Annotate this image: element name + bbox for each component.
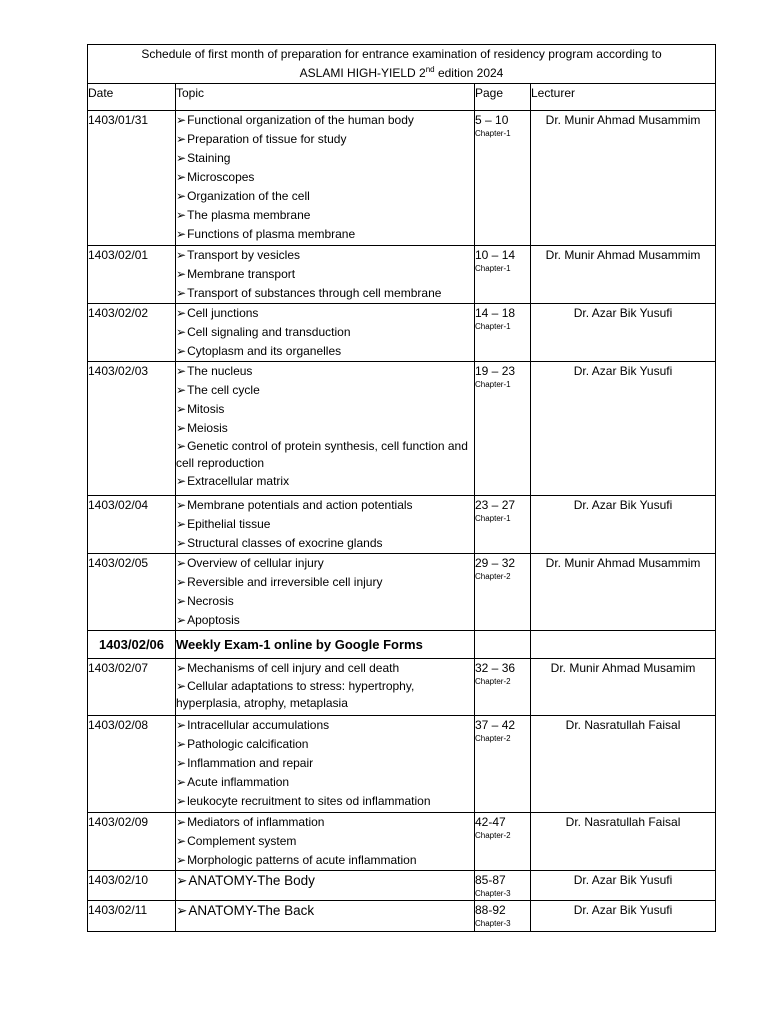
topic-text: Apoptosis (187, 613, 240, 627)
header-date: Date (88, 84, 176, 111)
topic-item (176, 716, 474, 735)
topic-item (176, 659, 474, 678)
arrow-bullet-icon: ➢ (176, 189, 187, 203)
row-date: 1403/02/06 (88, 631, 176, 659)
row-pages (475, 304, 531, 362)
row-lecturer: Dr. Munir Ahmad Musammim (531, 554, 716, 631)
row-topics (176, 901, 475, 932)
title-line-1: Schedule of first month of preparation for entrance examination of residency program according to (141, 47, 662, 61)
topic-item (176, 735, 474, 754)
topic-text: Cell junctions (187, 306, 259, 320)
arrow-bullet-icon: ➢ (176, 853, 187, 867)
topic-item (176, 871, 474, 890)
row-date: 1403/02/09 (88, 813, 176, 871)
arrow-bullet-icon: ➢ (176, 498, 187, 512)
topic-item (176, 611, 474, 630)
topic-item (176, 362, 474, 381)
row-lecturer: Dr. Munir Ahmad Musammim (531, 246, 716, 304)
arrow-bullet-icon: ➢ (176, 536, 187, 550)
topic-text: Cellular adaptations to stress: hypertrophy, hyperplasia, atrophy, metaplasia (176, 679, 415, 710)
topic-text: Extracellular matrix (187, 474, 290, 488)
row-lecturer: Dr. Azar Bik Yusufi (531, 496, 716, 554)
page-range: 19 – 23 (475, 364, 516, 378)
topic-item (176, 554, 474, 573)
arrow-bullet-icon: ➢ (176, 344, 187, 358)
schedule-row (88, 304, 716, 362)
arrow-bullet-icon: ➢ (176, 151, 187, 165)
arrow-bullet-icon: ➢ (176, 756, 187, 770)
page-range: 5 – 10 (475, 113, 509, 127)
header-page: Page (475, 84, 531, 111)
row-pages (475, 246, 531, 304)
topic-text: The nucleus (187, 364, 253, 378)
row-pages (475, 871, 531, 901)
arrow-bullet-icon: ➢ (176, 775, 187, 789)
topic-item (176, 901, 474, 920)
page-range: 37 – 42 (475, 718, 516, 732)
row-date: 1403/02/03 (88, 362, 176, 496)
page-range: 29 – 32 (475, 556, 516, 570)
arrow-bullet-icon: ➢ (176, 402, 187, 416)
topic-text: Intracellular accumulations (187, 718, 330, 732)
row-date: 1403/02/01 (88, 246, 176, 304)
topic-item (176, 265, 474, 284)
topic-text: Genetic control of protein synthesis, cell function and cell reproduction (176, 439, 468, 470)
topic-item (176, 832, 474, 851)
title-superscript: nd (425, 65, 435, 74)
topic-text: ANATOMY-The Body (188, 873, 315, 888)
topic-item (176, 773, 474, 792)
topic-text: Epithelial tissue (187, 517, 271, 531)
chapter-label: Chapter-1 (475, 514, 511, 523)
row-topics (176, 362, 475, 496)
topic-text: The cell cycle (187, 383, 260, 397)
topic-text: Organization of the cell (187, 189, 310, 203)
row-date: 1403/02/07 (88, 659, 176, 716)
topic-text: Cytoplasm and its organelles (187, 344, 342, 358)
row-topics (176, 871, 475, 901)
chapter-label: Chapter-1 (475, 380, 511, 389)
topic-item (176, 206, 474, 225)
page-range: 14 – 18 (475, 306, 516, 320)
arrow-bullet-icon: ➢ (176, 661, 187, 675)
topic-item (176, 515, 474, 534)
row-date: 1403/02/04 (88, 496, 176, 554)
schedule-row (88, 496, 716, 554)
schedule-row (88, 362, 716, 496)
topic-text: Morphologic patterns of acute inflammation (187, 853, 417, 867)
topic-text: Microscopes (187, 170, 255, 184)
schedule-row (88, 631, 716, 659)
topic-item (176, 754, 474, 773)
row-date: 1403/02/10 (88, 871, 176, 901)
title-line-2-tail: edition 2024 (434, 66, 504, 80)
topic-text: Mechanisms of cell injury and cell death (187, 661, 400, 675)
topic-text: Transport by vesicles (187, 248, 300, 262)
row-lecturer: Dr. Munir Ahmad Musammim (531, 111, 716, 246)
chapter-label: Chapter-3 (475, 889, 511, 898)
arrow-bullet-icon: ➢ (176, 474, 187, 488)
topic-item (176, 792, 474, 811)
topic-item (176, 419, 474, 438)
arrow-bullet-icon: ➢ (176, 439, 187, 453)
topic-item (176, 381, 474, 400)
row-date: 1403/02/02 (88, 304, 176, 362)
topic-text: The plasma membrane (187, 208, 311, 222)
row-lecturer: Dr. Nasratullah Faisal (531, 813, 716, 871)
schedule-row (88, 716, 716, 813)
topic-item (176, 246, 474, 265)
topic-text: Complement system (187, 834, 297, 848)
schedule-body (88, 45, 716, 932)
row-lecturer: Dr. Azar Bik Yusufi (531, 304, 716, 362)
topic-text: Mediators of inflammation (187, 815, 325, 829)
topic-text: Inflammation and repair (187, 756, 314, 770)
row-date: 1403/02/05 (88, 554, 176, 631)
topic-item (176, 592, 474, 611)
topic-text: leukocyte recruitment to sites od inflammation (187, 794, 431, 808)
row-lecturer: Dr. Nasratullah Faisal (531, 716, 716, 813)
topic-text: Cell signaling and transduction (187, 325, 351, 339)
topic-item (176, 438, 474, 472)
header-row (88, 84, 716, 111)
schedule-row (88, 554, 716, 631)
topic-item (176, 149, 474, 168)
schedule-row (88, 871, 716, 901)
topic-item (176, 187, 474, 206)
topic-item (176, 168, 474, 187)
topic-item (176, 400, 474, 419)
arrow-bullet-icon: ➢ (176, 594, 187, 608)
row-topics (176, 246, 475, 304)
topic-item (176, 472, 474, 491)
header-topic: Topic (176, 84, 475, 111)
arrow-bullet-icon: ➢ (176, 286, 187, 300)
topic-text: Overview of cellular injury (187, 556, 324, 570)
row-pages (475, 362, 531, 496)
schedule-table (87, 44, 716, 932)
topic-text: Functions of plasma membrane (187, 227, 356, 241)
arrow-bullet-icon: ➢ (176, 132, 187, 146)
arrow-bullet-icon: ➢ (176, 873, 188, 888)
arrow-bullet-icon: ➢ (176, 737, 187, 751)
page-range: 85-87 (475, 873, 506, 887)
chapter-label: Chapter-2 (475, 734, 511, 743)
row-pages (475, 554, 531, 631)
title-row (88, 45, 716, 84)
arrow-bullet-icon: ➢ (176, 421, 187, 435)
topic-text: Reversible and irreversible cell injury (187, 575, 383, 589)
topic-item (176, 111, 474, 130)
topic-text: Necrosis (187, 594, 234, 608)
schedule-row (88, 659, 716, 716)
topic-item (176, 130, 474, 149)
row-topics (176, 496, 475, 554)
topic-text: Membrane transport (187, 267, 296, 281)
schedule-row (88, 813, 716, 871)
topic-item (176, 342, 474, 361)
arrow-bullet-icon: ➢ (176, 517, 187, 531)
arrow-bullet-icon: ➢ (176, 113, 187, 127)
topic-text: Preparation of tissue for study (187, 132, 347, 146)
topic-item (176, 678, 474, 712)
title-line-2-main: ASLAMI HIGH-YIELD 2 (299, 66, 426, 80)
row-pages (475, 496, 531, 554)
arrow-bullet-icon: ➢ (176, 306, 187, 320)
row-topics (176, 111, 475, 246)
topic-item (176, 534, 474, 553)
row-lecturer: Dr. Munir Ahmad Musamim (531, 659, 716, 716)
topic-item (176, 496, 474, 515)
schedule-row (88, 111, 716, 246)
chapter-label: Chapter-3 (475, 919, 511, 928)
row-topics (176, 813, 475, 871)
row-topics (176, 716, 475, 813)
topic-item (176, 851, 474, 870)
row-pages (475, 111, 531, 246)
row-lecturer (531, 631, 716, 659)
arrow-bullet-icon: ➢ (176, 903, 188, 918)
row-pages (475, 901, 531, 932)
chapter-label: Chapter-1 (475, 129, 511, 138)
topic-text: Structural classes of exocrine glands (187, 536, 383, 550)
topic-text: Functional organization of the human body (187, 113, 414, 127)
row-topics (176, 659, 475, 716)
row-date: 1403/01/31 (88, 111, 176, 246)
arrow-bullet-icon: ➢ (176, 383, 187, 397)
row-lecturer: Dr. Azar Bik Yusufi (531, 871, 716, 901)
arrow-bullet-icon: ➢ (176, 679, 187, 693)
row-lecturer: Dr. Azar Bik Yusufi (531, 362, 716, 496)
arrow-bullet-icon: ➢ (176, 834, 187, 848)
page-range: 10 – 14 (475, 248, 516, 262)
arrow-bullet-icon: ➢ (176, 364, 187, 378)
row-date: 1403/02/11 (88, 901, 176, 932)
chapter-label: Chapter-2 (475, 572, 511, 581)
page-range: 88-92 (475, 903, 506, 917)
row-pages (475, 716, 531, 813)
topic-item (176, 323, 474, 342)
exam-description: Weekly Exam-1 online by Google Forms (176, 631, 475, 659)
topic-text: Meiosis (187, 421, 228, 435)
row-topics (176, 554, 475, 631)
topic-item (176, 813, 474, 832)
arrow-bullet-icon: ➢ (176, 267, 187, 281)
row-lecturer: Dr. Azar Bik Yusufi (531, 901, 716, 932)
arrow-bullet-icon: ➢ (176, 325, 187, 339)
arrow-bullet-icon: ➢ (176, 718, 187, 732)
chapter-label: Chapter-2 (475, 677, 511, 686)
schedule-row (88, 246, 716, 304)
row-pages (475, 631, 531, 659)
row-date: 1403/02/08 (88, 716, 176, 813)
row-pages (475, 813, 531, 871)
row-pages (475, 659, 531, 716)
topic-text: Pathologic calcification (187, 737, 309, 751)
topic-text: Staining (187, 151, 231, 165)
arrow-bullet-icon: ➢ (176, 227, 187, 241)
arrow-bullet-icon: ➢ (176, 815, 187, 829)
chapter-label: Chapter-1 (475, 322, 511, 331)
schedule-row (88, 901, 716, 932)
row-topics (176, 304, 475, 362)
arrow-bullet-icon: ➢ (176, 556, 187, 570)
topic-item (176, 284, 474, 303)
arrow-bullet-icon: ➢ (176, 248, 187, 262)
topic-text: Transport of substances through cell membrane (187, 286, 442, 300)
topic-text: Membrane potentials and action potentials (187, 498, 413, 512)
page-range: 23 – 27 (475, 498, 516, 512)
topic-text: Acute inflammation (187, 775, 290, 789)
topic-text: ANATOMY-The Back (188, 903, 315, 918)
arrow-bullet-icon: ➢ (176, 613, 187, 627)
topic-item (176, 304, 474, 323)
arrow-bullet-icon: ➢ (176, 575, 187, 589)
arrow-bullet-icon: ➢ (176, 170, 187, 184)
document-title (88, 45, 716, 84)
topic-item (176, 573, 474, 592)
arrow-bullet-icon: ➢ (176, 794, 187, 808)
chapter-label: Chapter-2 (475, 831, 511, 840)
topic-item (176, 225, 474, 244)
arrow-bullet-icon: ➢ (176, 208, 187, 222)
chapter-label: Chapter-1 (475, 264, 511, 273)
header-lecturer: Lecturer (531, 84, 716, 111)
page-range: 42-47 (475, 815, 506, 829)
topic-text: Mitosis (187, 402, 225, 416)
page-range: 32 – 36 (475, 661, 516, 675)
